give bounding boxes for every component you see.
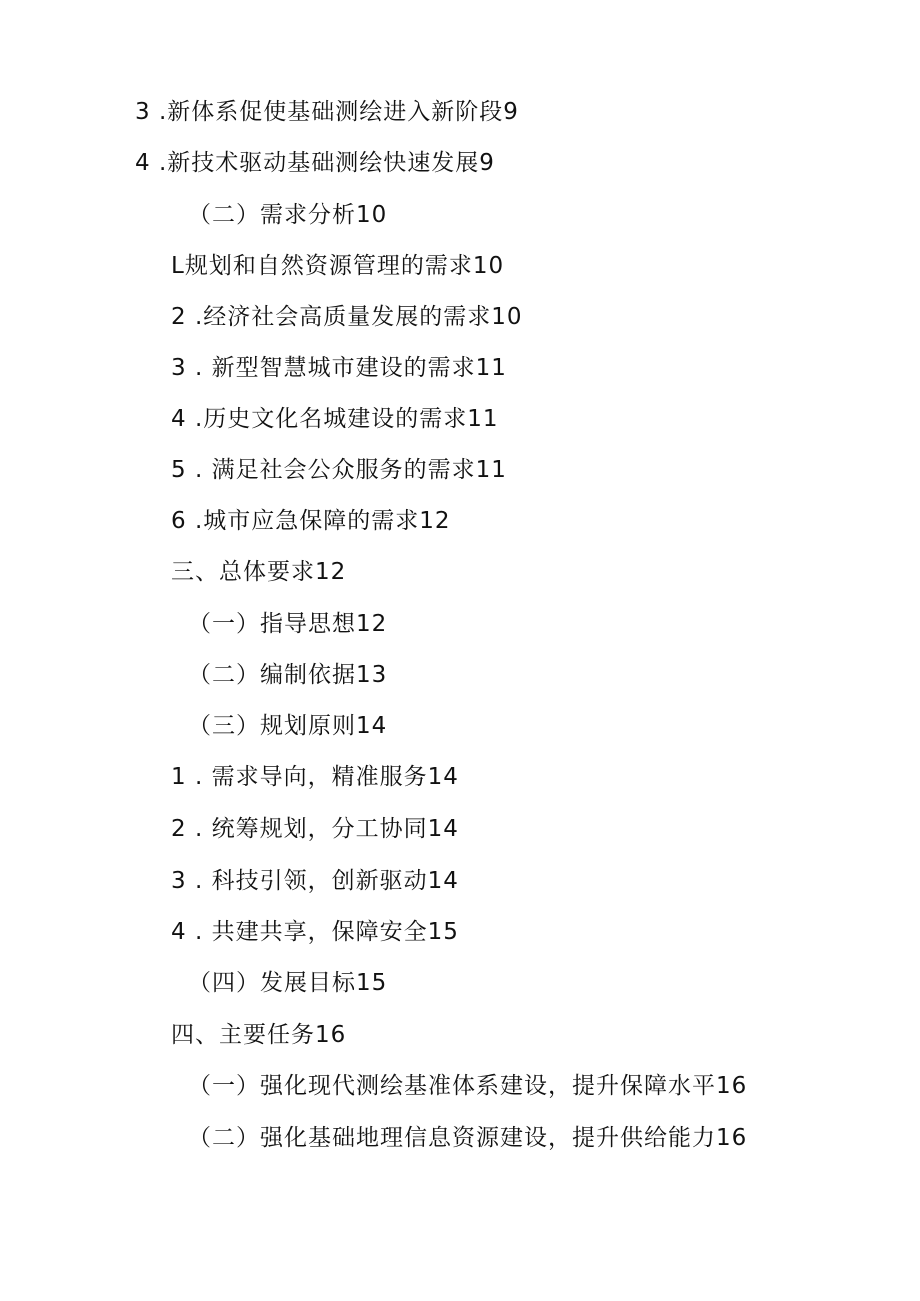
toc-entry: 4 . 共建共享，保障安全15 [171,919,459,945]
toc-entry: 1 . 需求导向，精准服务14 [171,764,459,790]
toc-entry: （三）规划原则14 [188,713,388,739]
toc-entry: 3 .新体系促使基础测绘进入新阶段9 [135,99,519,125]
toc-entry: L规划和自然资源管理的需求10 [171,253,505,279]
toc-entry: 3 . 科技引领，创新驱动14 [171,868,459,894]
toc-entry: 3 . 新型智慧城市建设的需求11 [171,355,507,381]
toc-entry: 三、总体要求12 [171,559,347,585]
toc-entry: 2 .经济社会高质量发展的需求10 [171,304,523,330]
toc-entry: （四）发展目标15 [188,970,388,996]
toc-entry: 4 .新技术驱动基础测绘快速发展9 [135,150,495,176]
toc-entry: （二）强化基础地理信息资源建设，提升供给能力16 [188,1125,748,1151]
toc-entry: 4 .历史文化名城建设的需求11 [171,406,499,432]
toc-entry: （一）指导思想12 [188,611,388,637]
toc-entry: 6 .城市应急保障的需求12 [171,508,451,534]
toc-entry: 5 . 满足社会公众服务的需求11 [171,457,507,483]
toc-entry: 2 . 统筹规划，分工协同14 [171,816,459,842]
toc-entry: （一）强化现代测绘基准体系建设，提升保障水平16 [188,1073,748,1099]
toc-entry: （二）编制依据13 [188,662,388,688]
toc-entry: （二）需求分析10 [188,202,388,228]
toc-entry: 四、主要任务16 [171,1022,347,1048]
